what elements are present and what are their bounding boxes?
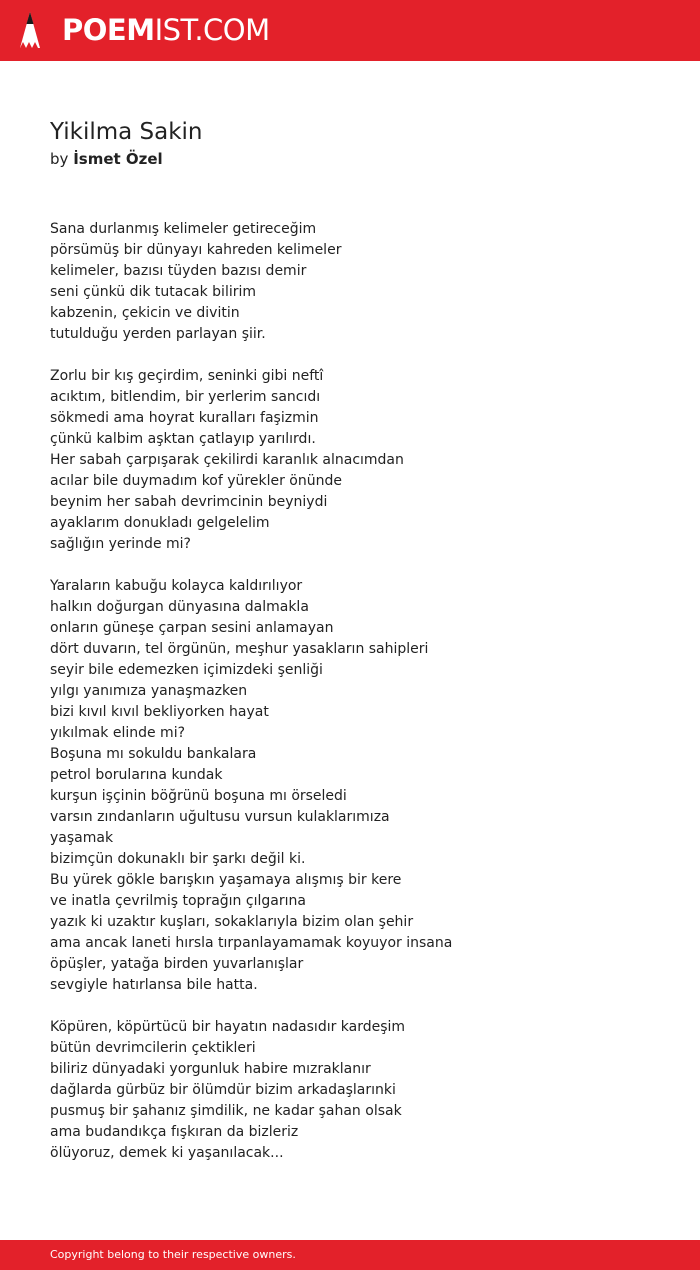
poem-line: çünkü kalbim aşktan çatlayıp yarılırdı. (50, 431, 316, 447)
poem-line: yıkılmak elinde mi? (50, 725, 186, 741)
site-logo[interactable] (62, 13, 270, 47)
logo-bold-text: POEM (62, 13, 155, 47)
poem-line: yazık ki uzaktır kuşları, sokaklarıyla bizim olan şehir (50, 914, 414, 930)
poem-line: biliriz dünyadaki yorgunluk habire mızraklanır (50, 1061, 371, 1077)
poem-line: seyir bile edemezken içimizdeki şenliği (50, 662, 323, 678)
poem-line: Zorlu bir kış geçirdim, seninki gibi neftî (50, 368, 324, 384)
poem-line: ölüyoruz, demek ki yaşanılacak... (50, 1145, 284, 1161)
poem-line: bizi kıvıl kıvıl bekliyorken hayat (50, 704, 269, 720)
poem-stanza (50, 366, 660, 555)
poem-line: Bu yürek gökle barışkın yaşamaya alışmış bir kere (50, 872, 402, 888)
poem-line: tutulduğu yerden parlayan şiir. (50, 326, 266, 342)
poem-line: ayaklarım donukladı gelgelelim (50, 515, 270, 531)
poem-line: Her sabah çarpışarak çekilirdi karanlık alnacımdan (50, 452, 404, 468)
poem-line: kelimeler, bazısı tüyden bazısı demir (50, 263, 307, 279)
poem-line: Köpüren, köpürtücü bir hayatın nadasıdır kardeşim (50, 1019, 406, 1035)
byline (50, 149, 163, 169)
poem-line: ama budandıkça fışkıran da bizleriz (50, 1124, 299, 1140)
poem-line: yılgı yanımıza yanaşmazken (50, 683, 248, 699)
pencil-tip-icon[interactable] (18, 10, 42, 52)
poem-line: dört duvarın, tel örgünün, meşhur yasakların sahipleri (50, 641, 429, 657)
poem-line: kabzenin, çekicin ve divitin (50, 305, 240, 321)
poem-line: sağlığın yerinde mi? (50, 536, 191, 552)
poem-line: pörsümüş bir dünyayı kahreden kelimeler (50, 242, 342, 258)
poem-line: onların güneşe çarpan sesini anlamayan (50, 620, 334, 636)
poem-line: acılar bile duymadım kof yürekler önünde (50, 473, 342, 489)
poem-line: halkın doğurgan dünyasına dalmakla (50, 599, 309, 615)
poem-line: dağlarda gürbüz bir ölümdür bizim arkadaşlarınki (50, 1082, 396, 1098)
poem-line: petrol borularına kundak (50, 767, 223, 783)
poem-line: ve inatla çevrilmiş toprağın çılgarına (50, 893, 306, 909)
logo-light-text: IST.COM (154, 13, 270, 47)
poem-line: bizimçün dokunaklı bir şarkı değil ki. (50, 851, 306, 867)
footer-bar (0, 1240, 700, 1270)
poem-line: öpüşler, yatağa birden yuvarlanışlar (50, 956, 304, 972)
author-name: İsmet Özel (73, 150, 163, 168)
poem-stanza (50, 576, 660, 996)
poem-line: ama ancak laneti hırsla tırpanlayamamak koyuyor insana (50, 935, 453, 951)
poem-line: yaşamak (50, 830, 114, 846)
poem-line: beynim her sabah devrimcinin beyniydi (50, 494, 328, 510)
poem-line: sökmedi ama hoyrat kuralları faşizmin (50, 410, 319, 426)
top-bar (0, 0, 700, 61)
poem-line: kurşun işçinin böğrünü boşuna mı örseledi (50, 788, 347, 804)
poem-line: seni çünkü dik tutacak bilirim (50, 284, 257, 300)
poem-body (50, 219, 660, 1185)
poem-line: Yaraların kabuğu kolayca kaldırılıyor (50, 578, 303, 594)
by-label: by (50, 150, 69, 168)
poem-line: sevgiyle hatırlansa bile hatta. (50, 977, 258, 993)
poem-line: Sana durlanmış kelimeler getireceğim (50, 221, 317, 237)
poem-line: bütün devrimcilerin çektikleri (50, 1040, 256, 1056)
poem-stanza (50, 219, 660, 345)
poem-line: pusmuş bir şahanız şimdilik, ne kadar şahan olsak (50, 1103, 402, 1119)
poem-line: varsın zındanların uğultusu vursun kulaklarımıza (50, 809, 390, 825)
poem-title: Yikilma Sakin (50, 119, 203, 145)
poem-stanza (50, 1017, 660, 1164)
poem-line: Boşuna mı sokuldu bankalara (50, 746, 257, 762)
poem-line: acıktım, bitlendim, bir yerlerim sancıdı (50, 389, 321, 405)
copyright-text: Copyright belong to their respective owners. (50, 1248, 296, 1261)
